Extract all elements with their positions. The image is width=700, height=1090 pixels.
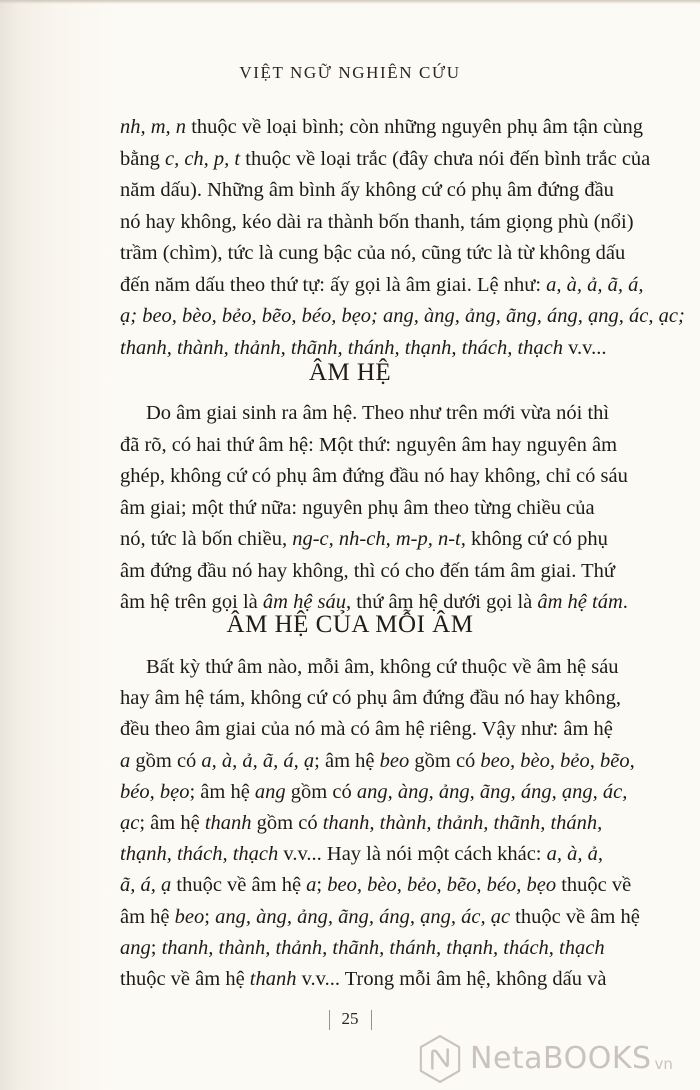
text-run: trầm (chìm), tức là cung bậc của nó, cũng tức là từ không dấu: [120, 242, 626, 264]
text-run: âm hệ: [120, 905, 175, 928]
italic-term: ang, àng, ảng, ãng, áng, ạng, ác,: [356, 780, 628, 803]
italic-term: béo, bẹo: [120, 780, 190, 803]
text-run: nó hay không, kéo dài ra thành bốn thanh, tám giọng phù (nổi): [120, 210, 634, 233]
text-line: [120, 430, 618, 460]
italic-term: thanh, thành, thảnh, thãnh, thánh,: [322, 812, 603, 834]
netabooks-logo-icon: [418, 1034, 462, 1084]
section-heading-am-he: ÂM HỆ: [308, 359, 392, 386]
italic-term: a, à, ả, ã, á, ạ: [201, 749, 315, 772]
text-run: gồm có: [409, 749, 481, 772]
italic-term: ang: [254, 780, 286, 803]
italic-term: thanh: [249, 968, 297, 990]
section-heading-am-he-cua-moi-am: ÂM HỆ CỦA MỖI ÂM: [226, 611, 474, 638]
text-line: [120, 301, 685, 331]
italic-term: beo: [379, 749, 410, 772]
folio-bar-right: [371, 1010, 372, 1030]
text-run: thuộc về: [556, 874, 632, 897]
running-head: VIỆT NGỮ NGHIÊN CỨU: [239, 63, 461, 82]
watermark-suffix: vn: [654, 1055, 673, 1073]
text-run: năm dấu). Những âm bình ấy không cứ có phụ âm đứng đầu: [120, 179, 614, 201]
text-run: thuộc về âm hệ: [171, 874, 307, 897]
italic-term: thanh, thành, thảnh, thãnh, thánh, thạnh, thách, thạch: [120, 336, 564, 359]
text-run: ; âm hệ: [139, 812, 205, 834]
italic-term: thanh: [204, 812, 252, 834]
folio-bar-left: [329, 1010, 330, 1030]
text-run: v.v... Hay là nói một cách khác:: [278, 843, 547, 866]
text-run: ;: [150, 936, 162, 959]
text-run: ghép, không cứ có phụ âm đứng đầu nó hay không, chỉ có sáu: [120, 465, 628, 487]
italic-term: a, à, ả,: [546, 843, 603, 866]
text-run: ; âm hệ: [314, 749, 380, 772]
page-footer: [0, 1008, 700, 1030]
text-run: ;: [316, 874, 328, 897]
italic-term: beo: [174, 905, 205, 928]
text-line: [120, 207, 634, 237]
text-run: v.v...: [563, 336, 607, 359]
text-run: đến năm dấu theo thứ tự: ấy gọi là âm giai. Lệ như:: [120, 273, 547, 296]
text-line: [120, 144, 651, 174]
text-run: thuộc về loại bình; còn những nguyên phụ âm tận cùng: [186, 116, 643, 138]
text-run: bằng: [120, 147, 165, 170]
text-line: [120, 461, 628, 491]
text-line: [120, 902, 640, 932]
italic-term: âm hệ tám: [537, 591, 623, 613]
text-run: nó, tức là bốn chiều,: [120, 528, 293, 550]
text-run: không cứ có phụ: [465, 528, 608, 550]
text-line: [120, 870, 632, 900]
text-line: [120, 808, 603, 838]
text-run: thuộc về âm hệ: [120, 968, 250, 990]
text-run: , thứ âm hệ dưới gọi là: [346, 591, 538, 613]
text-line: [120, 556, 615, 586]
text-run: thuộc về âm hệ: [510, 905, 640, 928]
italic-term: a, à, ả, ã, á,: [546, 273, 644, 296]
text-run: ;: [204, 905, 216, 928]
text-run: v.v... Trong mỗi âm hệ, không dấu và: [296, 968, 607, 990]
text-run: hay âm hệ tám, không cứ có phụ âm đứng đầu nó hay không,: [120, 687, 622, 710]
text-run: ; âm hệ: [189, 780, 255, 803]
italic-term: beo, bèo, bẻo, bẽo,: [480, 749, 635, 772]
text-line: [120, 493, 595, 523]
text-run: .: [622, 591, 628, 613]
text-run: âm hệ trên gọi là: [120, 591, 263, 613]
italic-term: ã, á, ạ: [120, 874, 172, 897]
italic-term: nh, m, n: [120, 116, 187, 138]
italic-term: a: [306, 874, 317, 897]
italic-term: ang: [120, 936, 151, 959]
page-number: 25: [341, 1009, 359, 1028]
text-line: [120, 524, 608, 554]
text-run: gồm có: [130, 749, 202, 772]
text-line: [146, 652, 619, 682]
text-line: [120, 964, 607, 994]
text-run: gồm có: [285, 780, 357, 803]
text-run: gồm có: [251, 812, 323, 834]
watermark-brand: NetaBOOKS: [470, 1041, 652, 1076]
text-run: Bất kỳ thứ âm nào, mỗi âm, không cứ thuộc về âm hệ sáu: [146, 656, 619, 678]
text-line: [120, 777, 628, 807]
text-line: [120, 683, 622, 713]
italic-term: beo, bèo, bẻo, bẽo, béo, bẹo: [327, 874, 557, 897]
italic-term: thạnh, thách, thạch: [120, 843, 279, 866]
page-top-shadow: [0, 0, 700, 4]
italic-term: âm hệ sáu: [262, 591, 347, 613]
text-line: [120, 714, 613, 744]
text-line: [120, 238, 626, 268]
text-line: [120, 175, 614, 205]
text-run: Do âm giai sinh ra âm hệ. Theo như trên mới vừa nói thì: [146, 402, 610, 424]
italic-term: ang, àng, ảng, ãng, áng, ạng, ác, ạc: [215, 905, 511, 928]
italic-term: thanh, thành, thảnh, thãnh, thánh, thạnh, thách, thạch: [161, 936, 605, 959]
italic-term: ng-c, nh-ch, m-p, n-t,: [292, 528, 466, 550]
text-run: âm giai; một thứ nữa: nguyên phụ âm theo từng chiều của: [120, 496, 595, 519]
text-run: âm đứng đầu nó hay không, thì có cho đến tám âm giai. Thứ: [120, 559, 615, 582]
text-line: [120, 746, 635, 776]
italic-term: ạc: [120, 812, 140, 834]
text-line: [120, 933, 605, 963]
italic-term: a: [120, 749, 131, 772]
text-line: [120, 270, 644, 300]
text-line: [120, 839, 603, 869]
italic-term: ạ; beo, bèo, bẻo, bẽo, béo, bẹo; ang, àng, ảng, ãng, áng, ạng, ác, ạc;: [120, 305, 685, 327]
text-line: [120, 112, 643, 142]
text-line: [146, 398, 610, 428]
text-run: đã rõ, có hai thứ âm hệ: Một thứ: nguyên âm hay nguyên âm: [120, 433, 618, 456]
text-run: thuộc về loại trắc (đây chưa nói đến bình trắc của: [240, 147, 651, 170]
text-run: đều theo âm giai của nó mà có âm hệ riêng. Vậy như: âm hệ: [120, 718, 613, 741]
watermark: [418, 1034, 673, 1084]
italic-term: c, ch, p, t: [164, 147, 241, 170]
